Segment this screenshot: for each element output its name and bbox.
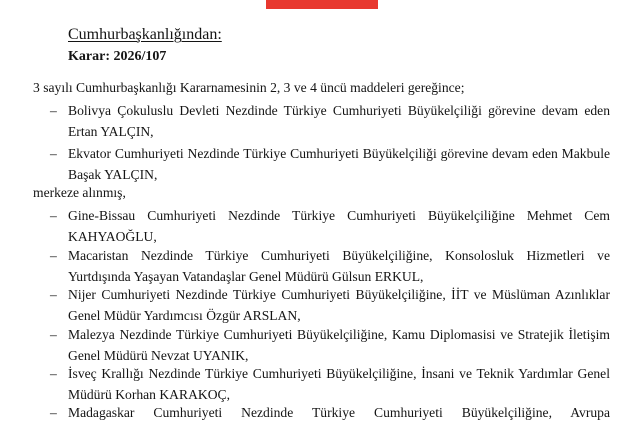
dash-marker: –	[50, 248, 57, 263]
list-item	[50, 100, 610, 142]
list-item	[50, 284, 610, 326]
decision-number: Karar: 2026/107	[68, 49, 167, 64]
dash-marker: –	[50, 327, 57, 342]
dash-marker: –	[50, 146, 57, 161]
dash-marker: –	[50, 103, 57, 118]
red-header-bar	[266, 0, 378, 9]
list-item-text: Macaristan Nezdinde Türkiye Cumhuriyeti Büyükelçiliğine, Konsolosluk Hizmetleri ve Yurtdışında Yaşayan Vatandaşlar Genel Müdürü Gülsun ERKUL,	[68, 248, 610, 284]
list-item-text: Nijer Cumhuriyeti Nezdinde Türkiye Cumhuriyeti Büyükelçiliğine, İİT ve Müslüman Azınlıklar Genel Müdür Yardımcısı Özgür ARSLAN,	[68, 287, 610, 323]
list-item-text: Gine-Bissau Cumhuriyeti Nezdinde Türkiye Cumhuriyeti Büyükelçiliğine Mehmet Cem KAHYAOĞLU,	[68, 208, 610, 244]
intro-paragraph: 3 sayılı Cumhurbaşkanlığı Kararnamesinin 2, 3 ve 4 üncü maddeleri gereğince;	[33, 80, 465, 95]
dash-marker: –	[50, 366, 57, 381]
list-item-text: Ekvator Cumhuriyeti Nezdinde Türkiye Cumhuriyeti Büyükelçiliği görevine devam eden Makbule Başak YALÇIN,	[68, 146, 610, 182]
list-item	[50, 324, 610, 366]
middle-paragraph: merkeze alınmış,	[33, 185, 126, 200]
list-item-text: İsveç Krallığı Nezdinde Türkiye Cumhuriyeti Büyükelçiliğine, İnsani ve Teknik Yardımlar Genel Müdürü Korhan KARAKOÇ,	[68, 366, 610, 402]
list-item	[50, 205, 610, 247]
list-item	[50, 143, 610, 185]
dash-marker: –	[50, 287, 57, 302]
list-item	[50, 245, 610, 287]
dash-marker: –	[50, 405, 57, 420]
list-item-text: Malezya Nezdinde Türkiye Cumhuriyeti Büyükelçiliğine, Kamu Diplomasisi ve Stratejik İletişim Genel Müdürü Nevzat UYANIK,	[68, 327, 610, 363]
list-item-text: Bolivya Çokuluslu Devleti Nezdinde Türkiye Cumhuriyeti Büyükelçiliği görevine devam eden Ertan YALÇIN,	[68, 103, 610, 139]
list-item-text: Madagaskar Cumhuriyeti Nezdinde Türkiye Cumhuriyeti Büyükelçiliğine, Avrupa	[68, 405, 610, 420]
list-item	[50, 363, 610, 405]
dash-marker: –	[50, 208, 57, 223]
document-heading: Cumhurbaşkanlığından:	[68, 26, 222, 43]
